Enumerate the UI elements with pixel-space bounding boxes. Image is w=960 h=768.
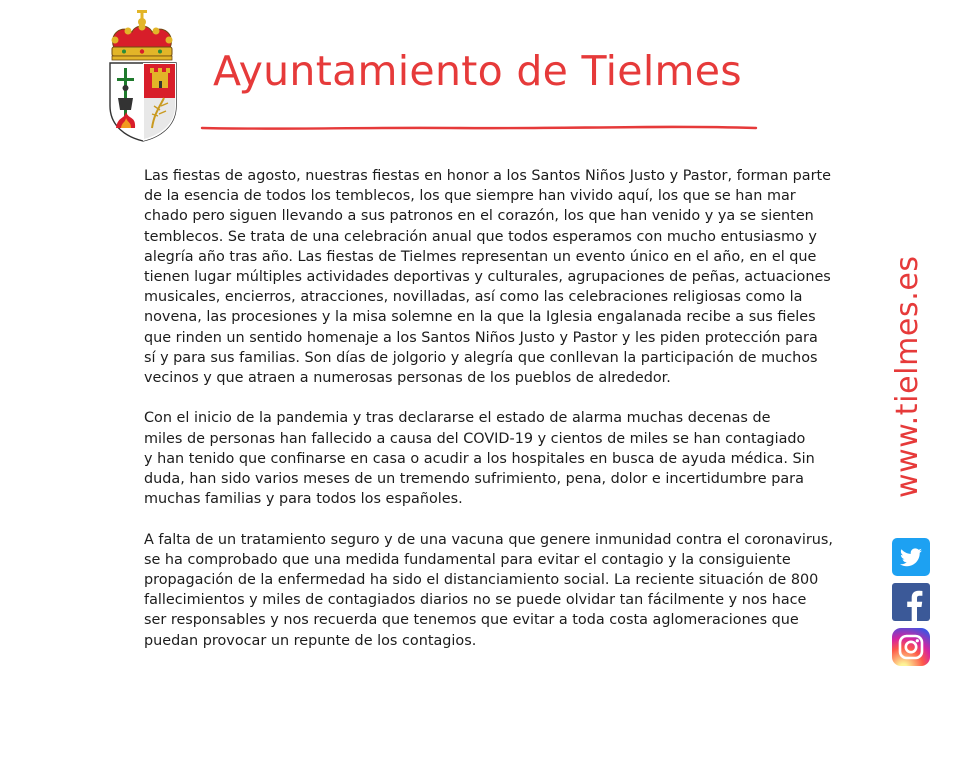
- instagram-icon[interactable]: [892, 628, 930, 666]
- text-line: temblecos. Se trata de una celebración anual que todos esperamos con mucho entusiasmo y: [144, 228, 817, 245]
- coat-of-arms-icon: [104, 10, 182, 142]
- text-line: propagación de la enfermedad ha sido el distanciamiento social. La reciente situación de 800: [144, 572, 819, 589]
- text-line: vecinos y que atraen a numerosas personas de los pueblos de alrededor.: [144, 370, 671, 387]
- text-line: que rinden un sentido homenaje a los Santos Niños Justo y Pastor y les piden protección para: [144, 329, 818, 346]
- text-line: miles de personas han fallecido a causa del COVID-19 y cientos de miles se han contagiado: [144, 430, 806, 447]
- page-title: Ayuntamiento de Tielmes: [213, 47, 742, 95]
- facebook-icon[interactable]: [892, 583, 930, 621]
- article-body: [144, 166, 833, 671]
- text-line: Con el inicio de la pandemia y tras declararse el estado de alarma muchas decenas de: [144, 410, 771, 427]
- text-line: A falta de un tratamiento seguro y de una vacuna que genere inmunidad contra el coronavirus,: [144, 531, 833, 548]
- text-line: ser responsables y nos recuerda que tenemos que evitar a toda costa aglomeraciones que: [144, 612, 799, 629]
- text-line: se ha comprobado que una medida fundamental para evitar el contagio y la consiguiente: [144, 551, 791, 568]
- text-line: sí y para sus familias. Son días de jolgorio y alegría que conllevan la participación de muchos: [144, 349, 818, 366]
- text-line: duda, han sido varios meses de un tremendo sufrimiento, pena, dolor e incertidumbre para: [144, 471, 804, 488]
- text-line: muchas familias y para todos los españoles.: [144, 491, 463, 508]
- text-line: tienen lugar múltiples actividades deportivas y culturales, agrupaciones de peñas, actuaciones: [144, 269, 831, 286]
- paragraph: [144, 408, 815, 509]
- website-link[interactable]: www.tielmes.es: [890, 255, 925, 498]
- text-line: puedan provocar un repunte de los contagios.: [144, 632, 477, 649]
- text-line: chado pero siguen llevando a sus patronos en el corazón, los que han venido y ya se sienten: [144, 208, 814, 225]
- title-underline: [200, 122, 760, 134]
- text-line: y han tenido que confinarse en casa o acudir a los hospitales en busca de ayuda médica. Sin: [144, 450, 815, 467]
- text-line: fallecimientos y miles de contagiados diarios no se puede olvidar tan fácilmente y nos hace: [144, 592, 807, 609]
- text-line: Las fiestas de agosto, nuestras fiestas en honor a los Santos Niños Justo y Pastor, forman parte: [144, 168, 832, 184]
- text-line: musicales, encierros, atracciones, novilladas, así como las celebraciones religiosas como la: [144, 289, 803, 306]
- twitter-icon[interactable]: [892, 538, 930, 576]
- text-line: de la esencia de todos los temblecos, los que siempre han vivido aquí, los que se han mar: [144, 188, 796, 205]
- paragraph: [144, 166, 832, 388]
- paragraph: [144, 530, 833, 651]
- text-line: novena, las procesiones y la misa solemne en la que la Iglesia engalanada recibe a sus fieles: [144, 309, 816, 326]
- text-line: alegría año tras año. Las fiestas de Tielmes representan un evento único en el año, en el que: [144, 248, 817, 265]
